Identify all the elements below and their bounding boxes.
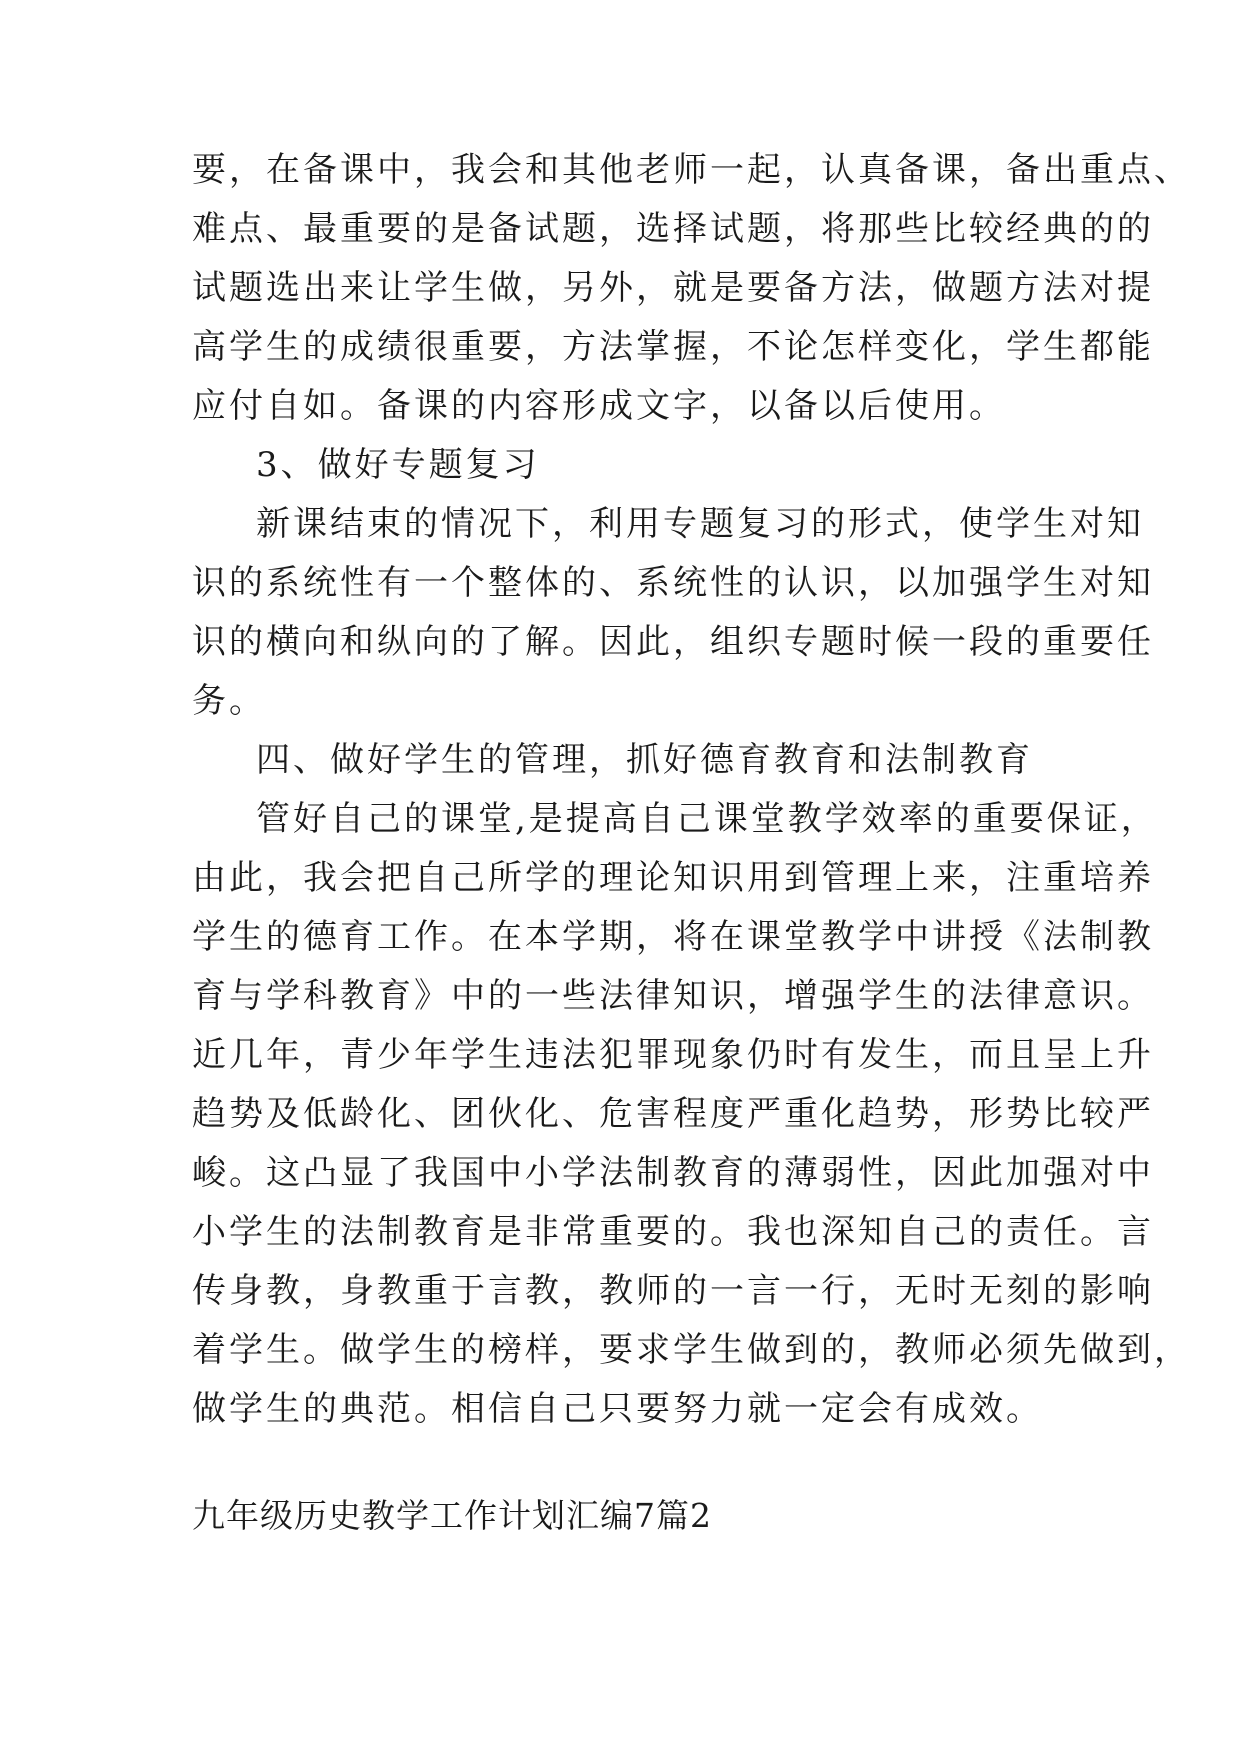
text-line: 应付自如。备课的内容形成文字，以备以后使用。	[192, 386, 1006, 426]
text-line: 务。	[192, 681, 266, 721]
text-line: 峻。这凸显了我国中小学法制教育的薄弱性，因此加强对中	[192, 1153, 1154, 1193]
text-line: 试题选出来让学生做，另外，就是要备方法，做题方法对提	[192, 268, 1154, 308]
text-line: 育与学科教育》中的一些法律知识，增强学生的法律意识。	[192, 976, 1154, 1016]
text-line: 难点、最重要的是备试题，选择试题，将那些比较经典的的	[192, 209, 1154, 249]
text-line: 要，在备课中，我会和其他老师一起，认真备课，备出重点、	[192, 150, 1191, 190]
text-line: 着学生。做学生的榜样，要求学生做到的，教师必须先做到，	[192, 1330, 1191, 1370]
paragraph-start-line: 管好自己的课堂,是提高自己课堂教学效率的重要保证，	[256, 799, 1158, 839]
text-line: 识的横向和纵向的了解。因此，组织专题时候一段的重要任	[192, 622, 1154, 662]
text-line: 识的系统性有一个整体的、系统性的认识，以加强学生对知	[192, 563, 1154, 603]
text-line: 近几年，青少年学生违法犯罪现象仍时有发生，而且呈上升	[192, 1035, 1154, 1075]
text-line: 做学生的典范。相信自己只要努力就一定会有成效。	[192, 1389, 1043, 1429]
paragraph-start-line: 新课结束的情况下，利用专题复习的形式，使学生对知	[256, 504, 1144, 544]
text-line: 小学生的法制教育是非常重要的。我也深知自己的责任。言	[192, 1212, 1154, 1252]
subheading-line: 四、做好学生的管理，抓好德育教育和法制教育	[256, 740, 1033, 780]
text-line: 趋势及低龄化、团伙化、危害程度严重化趋势，形势比较严	[192, 1094, 1154, 1134]
subheading-line: 3、做好专题复习	[256, 445, 540, 485]
text-line: 高学生的成绩很重要，方法掌握，不论怎样变化，学生都能	[192, 327, 1154, 367]
text-line: 由此，我会把自己所学的理论知识用到管理上来，注重培养	[192, 858, 1154, 898]
text-line: 学生的德育工作。在本学期，将在课堂教学中讲授《法制教	[192, 917, 1154, 957]
section-title: 九年级历史教学工作计划汇编7篇2	[192, 1496, 712, 1535]
text-line: 传身教，身教重于言教，教师的一言一行，无时无刻的影响	[192, 1271, 1154, 1311]
